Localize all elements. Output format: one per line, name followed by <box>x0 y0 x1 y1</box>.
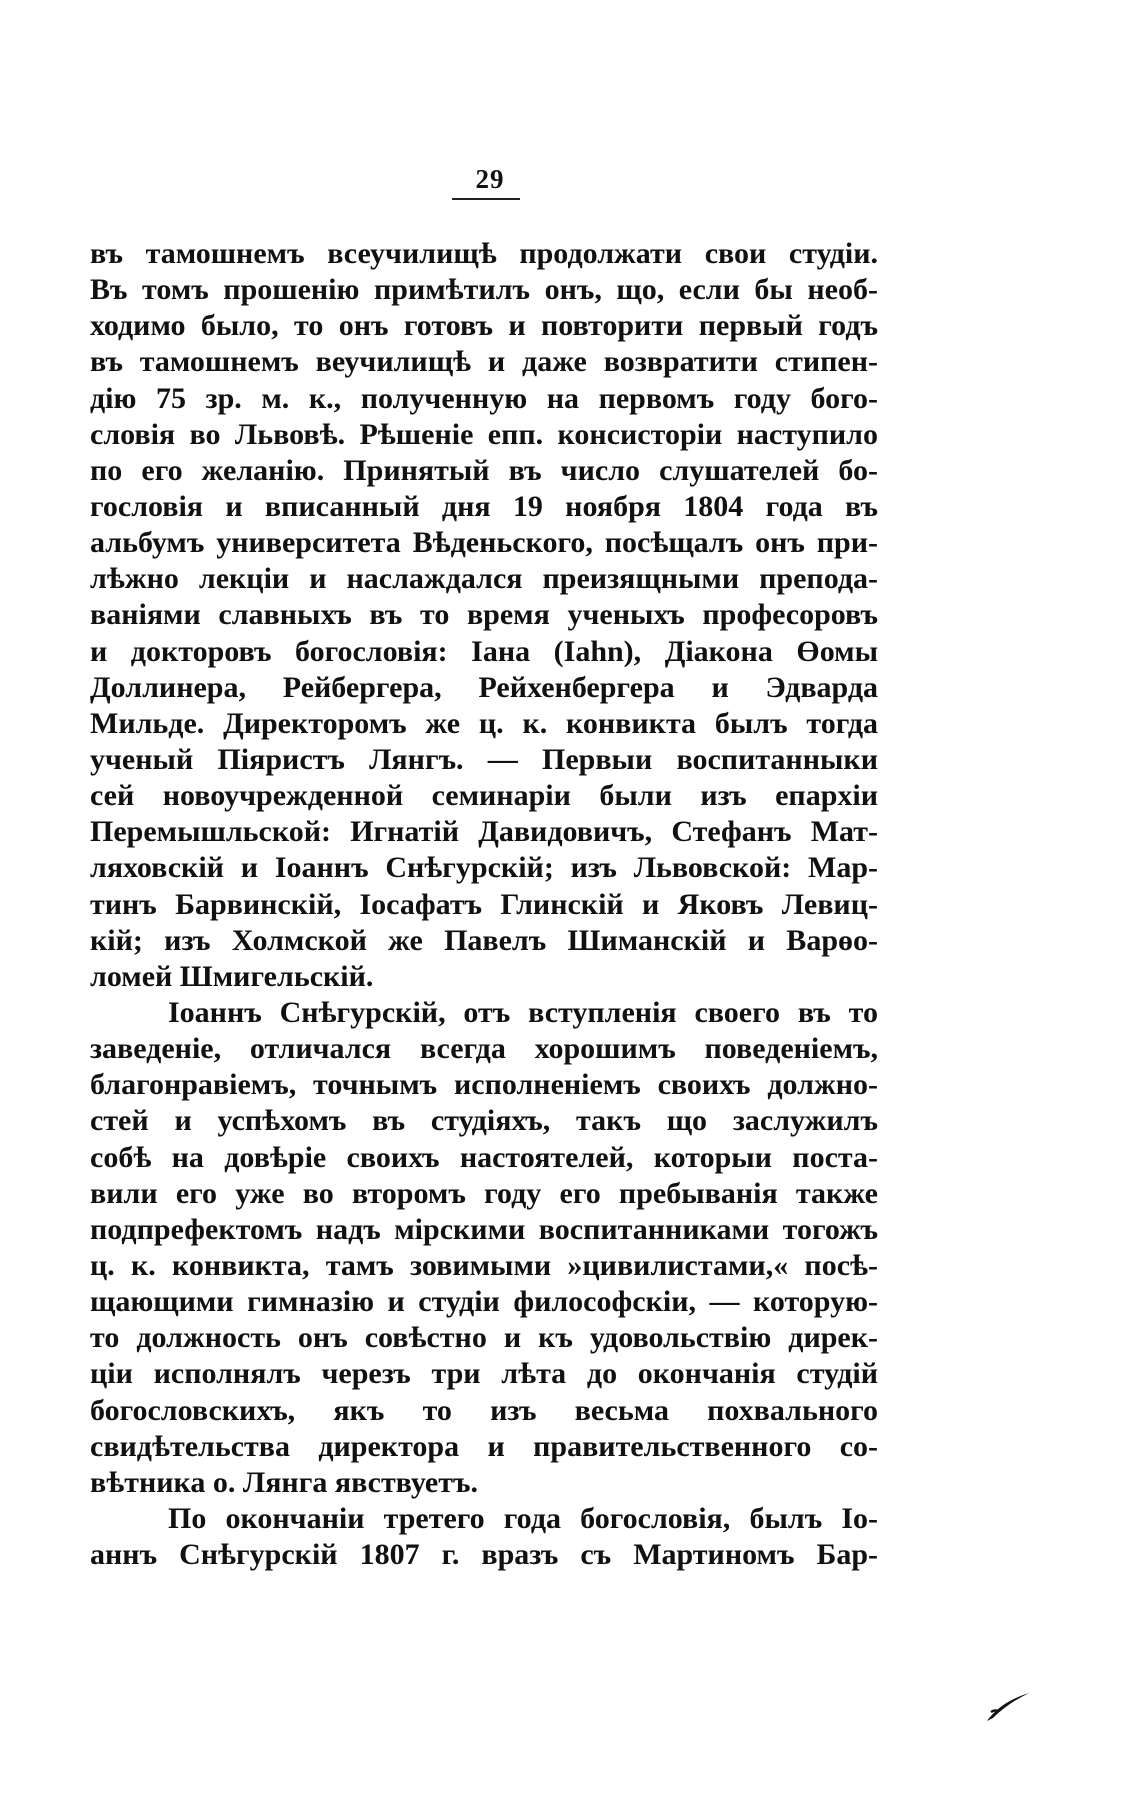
text-line: Перемышльской: Игнатій Давидовичъ, Стефанъ Мат- <box>90 815 878 849</box>
text-line: ломей Шмигельскій. <box>90 959 374 993</box>
text-line: тинъ Барвинскій, Іосафатъ Глинскій и Яковъ Левиц- <box>90 887 878 921</box>
text-line: ваніями славныхъ въ то время ученыхъ професоровъ <box>90 598 878 632</box>
ink-mark-icon <box>985 1688 1033 1724</box>
text-line: то должность онъ совѣстно и къ удовольствію дирек- <box>90 1321 878 1355</box>
text-line: сей новоучрежденной семинаріи были изъ епархіи <box>90 779 878 813</box>
text-line: ученый Піяристъ Лянгъ. — Первыи воспитанныки <box>90 742 878 776</box>
text-line: свидѣтельства директора и правительственного со- <box>90 1429 878 1463</box>
text-line: ляховскій и Іоаннъ Снѣгурскій; изъ Львовской: Мар- <box>90 851 878 885</box>
text-line: лѣжно лекціи и наслаждался преизящными препода- <box>90 562 878 596</box>
body-text <box>90 236 878 1573</box>
text-line: Въ томъ прошенію примѣтилъ онъ, що, если бы необ- <box>90 273 878 307</box>
text-line: гословія и вписанный дня 19 ноября 1804 года въ <box>90 489 878 523</box>
text-line: Доллинера, Рейбергера, Рейхенбергера и Эдварда <box>90 670 878 704</box>
text-line: собѣ на довѣріе своихъ настоятелей, которыи поста- <box>90 1140 878 1174</box>
text-line: благонравіемъ, точнымъ исполненіемъ своихъ должно- <box>90 1068 878 1102</box>
text-line: дію 75 зр. м. к., полученную на первомъ году бого- <box>90 381 878 415</box>
text-line: богословскихъ, якъ то изъ весьма похвального <box>90 1393 878 1427</box>
text-line: и докторовъ богословія: Іана (Iahn), Діакона Өомы <box>90 634 878 668</box>
text-line: словія во Львовѣ. Рѣшеніе епп. консисторіи наступило <box>90 417 878 451</box>
text-line: аннъ Снѣгурскій 1807 г. вразъ съ Мартиномъ Бар- <box>90 1538 878 1572</box>
text-line: Іоаннъ Снѣгурскій, отъ вступленія своего въ то <box>168 995 878 1029</box>
text-line: ціи исполнялъ черезъ три лѣта до окончанія студій <box>90 1357 878 1391</box>
text-line: Мильде. Директоромъ же ц. к. конвикта былъ тогда <box>90 706 878 740</box>
text-line: вили его уже во второмъ году его пребыванія также <box>90 1176 878 1210</box>
text-line: кій; изъ Холмской же Павелъ Шиманскій и Варөо- <box>90 923 878 957</box>
text-line: альбумъ университета Вѣденьского, посѣщалъ онъ при- <box>90 526 878 560</box>
text-line: щающими гимназію и студіи философскіи, — которую- <box>90 1285 878 1319</box>
page-number-rule <box>452 198 520 200</box>
page-number: 29 <box>475 164 505 194</box>
text-line: по его желанію. Принятый въ число слушателей бо- <box>90 453 878 487</box>
text-line: въ тамошнемъ веучилищѣ и даже возвратити стипен- <box>90 345 878 379</box>
text-line: вѣтника о. Лянга явствуетъ. <box>90 1465 478 1499</box>
text-line: подпрефектомъ надъ мірскими воспитанниками тогожъ <box>90 1212 878 1246</box>
text-line: стей и успѣхомъ въ студіяхъ, такъ що заслужилъ <box>90 1104 878 1138</box>
text-line: заведеніе, отличался всегда хорошимъ поведеніемъ, <box>90 1032 878 1066</box>
text-line: ц. к. конвикта, тамъ зовимыми »цивилистами,« посѣ- <box>90 1248 878 1282</box>
text-line: По окончаніи третего года богословія, былъ Іо- <box>168 1501 878 1535</box>
text-line: въ тамошнемъ всеучилищѣ продолжати свои студіи. <box>90 237 878 270</box>
text-line: ходимо было, то онъ готовъ и повторити первый годъ <box>90 309 878 343</box>
